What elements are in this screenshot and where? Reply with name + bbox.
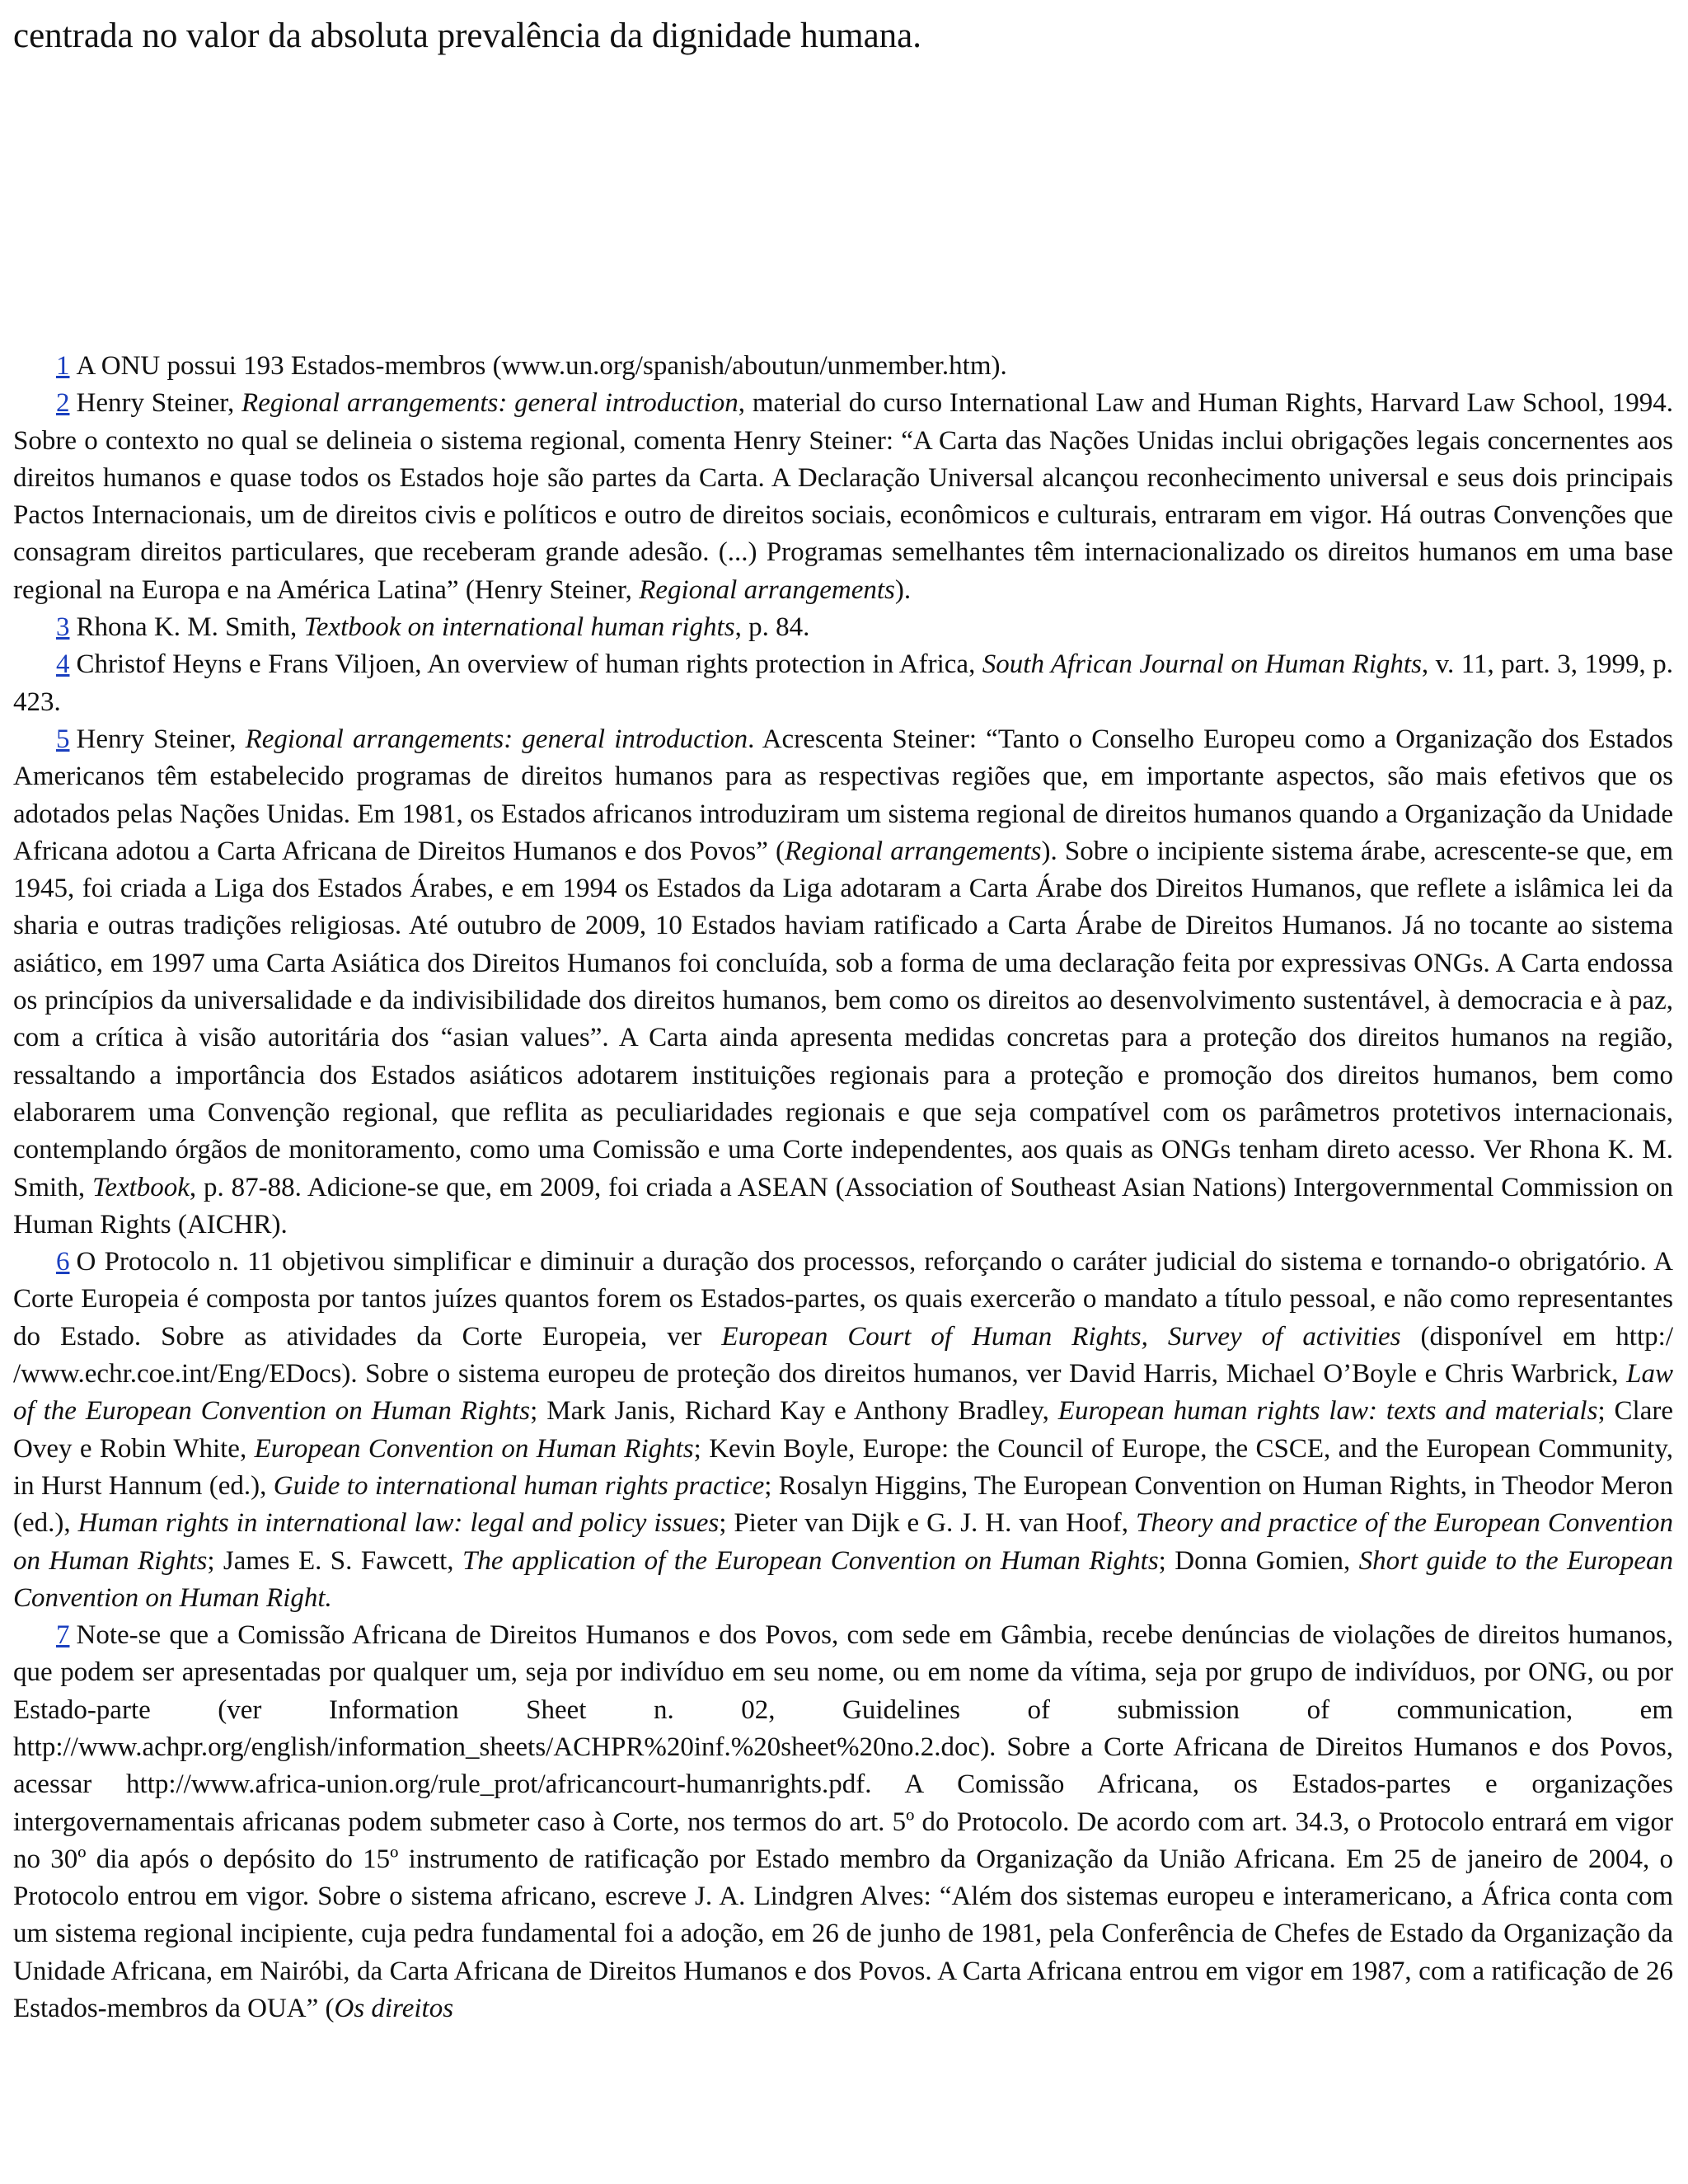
footnote-link-4[interactable]: 4 <box>56 649 70 680</box>
italic-title: Short guide to the European Convention on Human Right. <box>13 1545 1674 1613</box>
footnote-3 <box>13 609 1673 646</box>
italic-title: Regional arrangements <box>639 574 895 605</box>
footnote-text: , material do curso International Law and Human Rights, Harvard Law School, 1994. Sobre o contexto no qual se delineia o sistema regional, comenta Henry Steiner: “A Carta das Nações Unidas inclui obrigações legais concernentes aos direitos humanos e quase todos os Estados hoje são partes da Carta. A Declaração Universal alcançou reconhecimento universal e seus dois principais Pactos Internacionais, um de direitos civis e políticos e outro de direitos sociais, econômicos e culturais, entraram em vigor. Há outras Convenções que consagram direitos particulares, que receberam grande adesão. (...) Programas semelhantes têm internacionalizado os direitos humanos em uma base regional na Europa e na América Latina” (Henry Steiner, <box>13 388 1673 605</box>
footnote-text: O Protocolo n. 11 objetivou simplificar e diminuir a duração dos processos, reforçando o caráter judicial do sistema e tornando-o obrigatório. A Corte Europeia é composta por tantos juízes quantos forem os Estados-partes, os quais exercerão o mandato a título pessoal, e não como representantes do Estado. Sobre as atividades da Corte Europeia, ver <box>13 1247 1673 1352</box>
footnote-link-3[interactable]: 3 <box>56 612 70 643</box>
italic-title: Human rights in international law: legal and policy issues <box>77 1508 720 1539</box>
footnote-text: Rhona K. M. Smith, <box>76 612 304 643</box>
footnote-1 <box>13 348 1673 385</box>
italic-title: Textbook <box>91 1172 190 1202</box>
italic-title: European Convention on Human Rights <box>254 1433 694 1464</box>
footnote-text: ; James E. S. Fawcett, <box>207 1545 462 1576</box>
footnote-text: Henry Steiner, <box>76 724 246 754</box>
footnote-2 <box>13 385 1673 609</box>
footnote-text: , p. 87-88. Adicione-se que, em 2009, foi criada a ASEAN (Association of Southeast Asian Nations) Intergovernmental Commission on Human Rights (AICHR). <box>13 1172 1674 1240</box>
italic-title: Textbook on international human rights <box>303 612 735 643</box>
italic-title: Theory and practice of the European Convention on Human Rights <box>13 1508 1673 1576</box>
footnotes-section <box>13 348 1673 2027</box>
footnote-text: ; Kevin Boyle, Europe: the Council of Europe, the CSCE, and the European Community, in Hurst Hannum (ed.), <box>13 1433 1673 1501</box>
footnote-text: ). Sobre o incipiente sistema árabe, acrescente-se que, em 1945, foi criada a Liga dos Estados Árabes, e em 1994 os Estados da Liga adotaram a Carta Árabe dos Direitos Humanos, que reflete a islâmica lei da sharia e outras tradições religiosas. Até outubro de 2009, 10 Estados haviam ratificado a Carta Árabe de Direitos Humanos. Já no tocante ao sistema asiático, em 1997 uma Carta Asiática dos Direitos Humanos foi concluída, sob a forma de uma declaração feita por expressivas ONGs. A Carta endossa os princípios da universalidade e da indivisibilidade dos direitos humanos, bem como os direitos ao desenvolvimento sustentável, à democracia e à paz, com a crítica à visão autoritária dos “asian values”. A Carta ainda apresenta medidas concretas para a proteção dos direitos humanos na região, ressaltando a importância dos Estados asiáticos adotarem instituições regionais para a proteção e promoção dos direitos humanos, bem como elaborarem uma Convenção regional, que reflita as peculiaridades regionais e que seja compatível com os parâmetros protetivos internacionais, contemplando órgãos de monitoramento, como uma Comissão e uma Corte independentes, aos quais as ONGs tenham direto acesso. Ver Rhona K. M. Smith, <box>13 836 1673 1202</box>
page <box>13 0 1673 2027</box>
footnote-text: Note-se que a Comissão Africana de Direitos Humanos e dos Povos, com sede em Gâmbia, recebe denúncias de violações de direitos humanos, que podem ser apresentadas por qualquer um, seja por indivíduo em seu nome, ou em nome da vítima, seja por grupo de indivíduos, por ONG, ou por Estado-parte (ver Information Sheet n. 02, Guidelines of submission of communication, em http://www.achpr.org/english/information_sheets/ACHPR%20inf.%20sheet%20no.2.doc). Sobre a Corte Africana de Direitos Humanos e dos Povos, acessar http://www.africa-union.org/rule_prot/africancourt-humanrights.pdf. A Comissão Africana, os Estados-partes e organizações intergovernamentais africanas podem submeter caso à Corte, nos termos do art. 5º do Protocolo. De acordo com art. 34.3, o Protocolo entrará em vigor no 30º dia após o depósito do 15º instrumento de ratificação por Estado membro da Organização da União Africana. Em 25 de janeiro de 2004, o Protocolo entrou em vigor. Sobre o sistema africano, escreve J. A. Lindgren Alves: “Além dos sistemas europeu e interamericano, a África conta com um sistema regional incipiente, cuja pedra fundamental foi a adoção, em 26 de junho de 1981, pela Conferência de Chefes de Estado da Organização da Unidade Africana, em Nairóbi, da Carta Africana de Direitos Humanos e dos Povos. A Carta Africana entrou em vigor em 1987, com a ratificação de 26 Estados-membros da OUA” ( <box>13 1620 1673 2024</box>
lead-paragraph: centrada no valor da absoluta prevalência da dignidade humana. <box>13 16 922 55</box>
italic-title: Os direitos <box>334 1994 454 2024</box>
footnote-link-2[interactable]: 2 <box>56 388 70 419</box>
italic-title: Guide to international human rights practice <box>273 1470 765 1501</box>
footnote-7 <box>13 1617 1673 2027</box>
italic-title: Regional arrangements: general introduction <box>245 724 748 754</box>
footnote-text: A ONU possui 193 Estados-membros (www.un.org/spanish/aboutun/unmember.htm). <box>76 351 1007 381</box>
footnote-text: ). <box>894 574 912 605</box>
footnote-text: ; Pieter van Dijk e G. J. H. van Hoof, <box>719 1508 1136 1539</box>
footnote-link-5[interactable]: 5 <box>56 724 70 754</box>
footnote-link-1[interactable]: 1 <box>56 351 70 381</box>
footnote-text: ; Clare Ovey e Robin White, <box>13 1396 1673 1464</box>
italic-title: Regional arrangements <box>784 836 1042 866</box>
footnote-text: , v. 11, part. 3, 1999, p. 423. <box>13 649 1673 717</box>
footnote-4 <box>13 646 1673 721</box>
footnote-text: Christof Heyns e Frans Viljoen, An overview of human rights protection in Africa, <box>76 649 982 680</box>
footnote-text: , p. 84. <box>734 612 810 643</box>
footnote-text: ; Donna Gomien, <box>1158 1545 1359 1576</box>
italic-title: South African Journal on Human Rights <box>982 649 1422 680</box>
italic-title: European Court of Human Rights, Survey of activities <box>721 1321 1401 1352</box>
footnote-text: ; Rosalyn Higgins, The European Convention on Human Rights, in Theodor Meron (ed.), <box>13 1470 1673 1539</box>
footnote-text: Henry Steiner, <box>76 388 242 419</box>
footnote-link-7[interactable]: 7 <box>56 1620 70 1651</box>
italic-title: Law of the European Convention on Human Rights <box>13 1359 1673 1427</box>
footnote-5 <box>13 721 1673 1244</box>
footnote-text: ; Mark Janis, Richard Kay e Anthony Bradley, <box>530 1396 1058 1427</box>
italic-title: Regional arrangements: general introduction <box>241 388 738 419</box>
footnote-text: . Acrescenta Steiner: “Tanto o Conselho Europeu como a Organização dos Estados Americanos têm estabelecido programas de direitos humanos para as respectivas regiões que, em importante aspectos, são mais efetivos que os adotados pelas Nações Unidas. Em 1981, os Estados africanos introduziram um sistema regional de direitos humanos quando a Organização da Unidade Africana adotou a Carta Africana de Direitos Humanos e dos Povos” ( <box>13 724 1673 866</box>
footnote-text: (disponível em http:/ /www.echr.coe.int/Eng/EDocs). Sobre o sistema europeu de proteção dos direitos humanos, ver David Harris, Michael O’Boyle e Chris Warbrick, <box>13 1321 1673 1390</box>
blank-space <box>13 82 1673 348</box>
footnote-link-6[interactable]: 6 <box>56 1247 70 1277</box>
italic-title: European human rights law: texts and materials <box>1057 1396 1598 1427</box>
italic-title: The application of the European Convention on Human Rights <box>462 1545 1159 1576</box>
footnote-6 <box>13 1244 1673 1617</box>
